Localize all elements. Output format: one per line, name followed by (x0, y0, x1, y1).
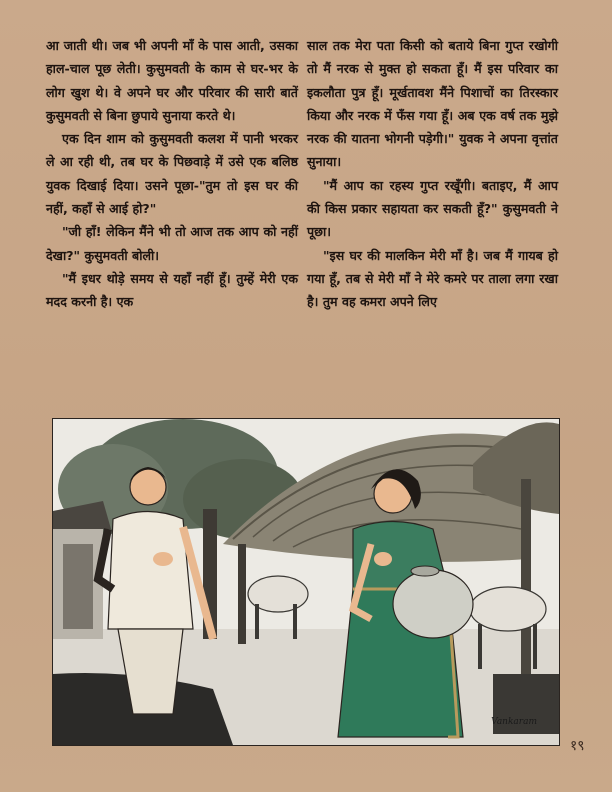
page-number: १९ (570, 738, 585, 754)
paragraph: एक दिन शाम को कुसुमवती कलश में पानी भरकर ले आ रही थी, तब घर के पिछवाड़े में उसे एक बलिष्ठ युवक दिखाई दिया। उसने पूछा-"तुम तो इस घर की नहीं, कहाँ से आई हो?" (46, 131, 298, 217)
paragraph: "जी हाँ! लेकिन मैंने भी तो आज तक आप को नहीं देखा?" कुसुमवती बोली। (46, 224, 298, 263)
artist-signature: Vankaram (491, 717, 537, 727)
paragraph: आ जाती थी। जब भी अपनी माँ के पास आती, उसका हाल-चाल पूछ लेती। कुसुमवती के काम से घर-भर के लोग खुश थे। वे अपने घर और परिवार की सारी बातें कुसुमवती से बिना छुपाये सुनाया करते थे। (46, 38, 298, 123)
story-illustration (52, 418, 560, 746)
right-text-column (307, 34, 558, 314)
paragraph: "इस घर की मालकिन मेरी माँ है। जब मैं गायब हो गया हूँ, तब से मेरी माँ ने मेरे कमरे पर ताला लगा रखा है। तुम वह कमरा अपने लिए (307, 247, 558, 310)
paragraph: साल तक मेरा पता किसी को बताये बिना गुप्त रखोगी तो मैं नरक से मुक्त हो सकता हूँ। मैं इस परिवार का इकलौता पुत्र हूँ। मूर्खतावश मैंने पिशाचों का तिरस्कार किया और नरक में फँस गया हूँ। अब एक वर्ष तक मुझे नरक की यातना भोगनी पड़ेगी।" युवक ने अपना वृत्तांत सुनाया। (307, 38, 558, 170)
left-text-column (46, 34, 298, 314)
paragraph: "मैं आप का रहस्य गुप्त रखूँगी। बताइए, मैं आप की किस प्रकार सहायता कर सकती हूँ?" कुसुमवती ने पूछा। (307, 177, 558, 240)
paragraph: "मैं इधर थोड़े समय से यहाँ नहीं हूँ। तुम्हें मेरी एक मदद करनी है। एक (46, 270, 298, 310)
water-pot (393, 570, 473, 638)
illustration-scene (53, 419, 559, 745)
